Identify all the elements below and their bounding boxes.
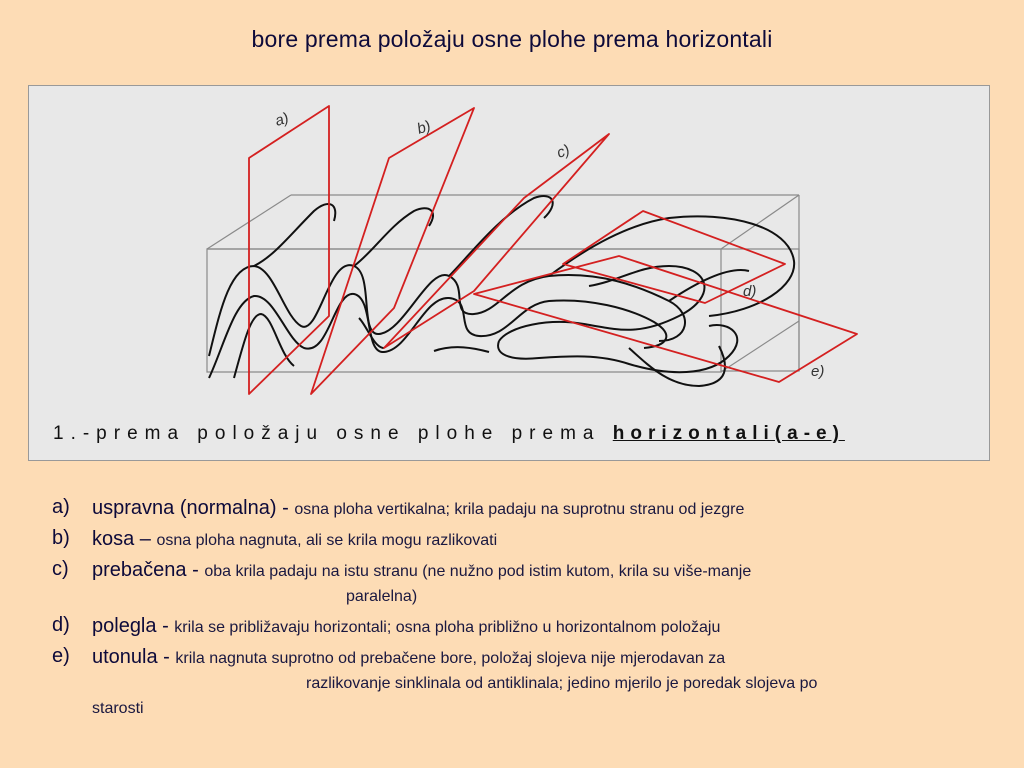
list-item [52,614,992,640]
list-desc: krila se približavaju horizontali; osna ploha približno u horizontalnom položaju [174,619,721,636]
list-term: kosa [92,528,135,550]
list-letter: a) [52,496,70,518]
list-sep: - [157,646,176,668]
plane-label-e: e) [811,363,825,380]
plane-label-d: d) [743,283,757,300]
list-letter: b) [52,527,70,549]
list-term: uspravna (normalna) [92,497,277,519]
list-item [52,496,992,522]
list-item [52,558,992,609]
list-term: polegla [92,615,157,637]
fold-diagram [28,85,990,461]
plane-label-c: c) [554,141,573,162]
list-item [52,527,992,553]
list-desc: osna ploha vertikalna; krila padaju na suprotnu stranu od jezgre [294,501,745,518]
axial-planes [249,106,857,394]
list-desc: krila nagnuta suprotno od prebačene bore, položaj slojeva nije mjerodavan za [175,650,726,667]
list-sep: - [186,559,205,581]
list-sep: - [156,615,175,637]
list-letter: c) [52,558,69,580]
list-term: prebačena [92,559,187,581]
plane-c [384,134,609,348]
fold-diagram-svg [29,86,989,460]
fold-layers [209,196,794,386]
list-desc: oba krila padaju na istu stranu (ne nužno pod istim kutom, krila su više-manje [204,563,752,580]
page-title: bore prema položaju osne plohe prema horizontali [251,26,773,52]
plane-a [249,106,329,394]
list-term: utonula [92,646,158,668]
plane-b [311,108,474,394]
list-letter: d) [52,614,70,636]
list-desc-cont: razlikovanje sinklinala od antiklinala; jedino mjerilo je poredak slojeva po [306,675,818,692]
caption-bold: horizontali(a-e) [612,423,845,444]
plane-label-a: a) [272,109,291,130]
list-desc-cont: starosti [92,700,144,717]
list-desc-cont: paralelna) [346,588,418,605]
fold-types-list [52,496,992,726]
list-sep: - [276,497,295,519]
list-sep: – [134,528,157,550]
list-item [52,645,992,721]
plane-label-b: b) [414,117,433,138]
list-desc: osna ploha nagnuta, ali se krila mogu razlikovati [156,532,498,549]
list-letter: e) [52,645,70,667]
caption-prefix: 1.-prema položaju osne plohe prema [53,423,601,444]
figure-caption [53,423,993,445]
